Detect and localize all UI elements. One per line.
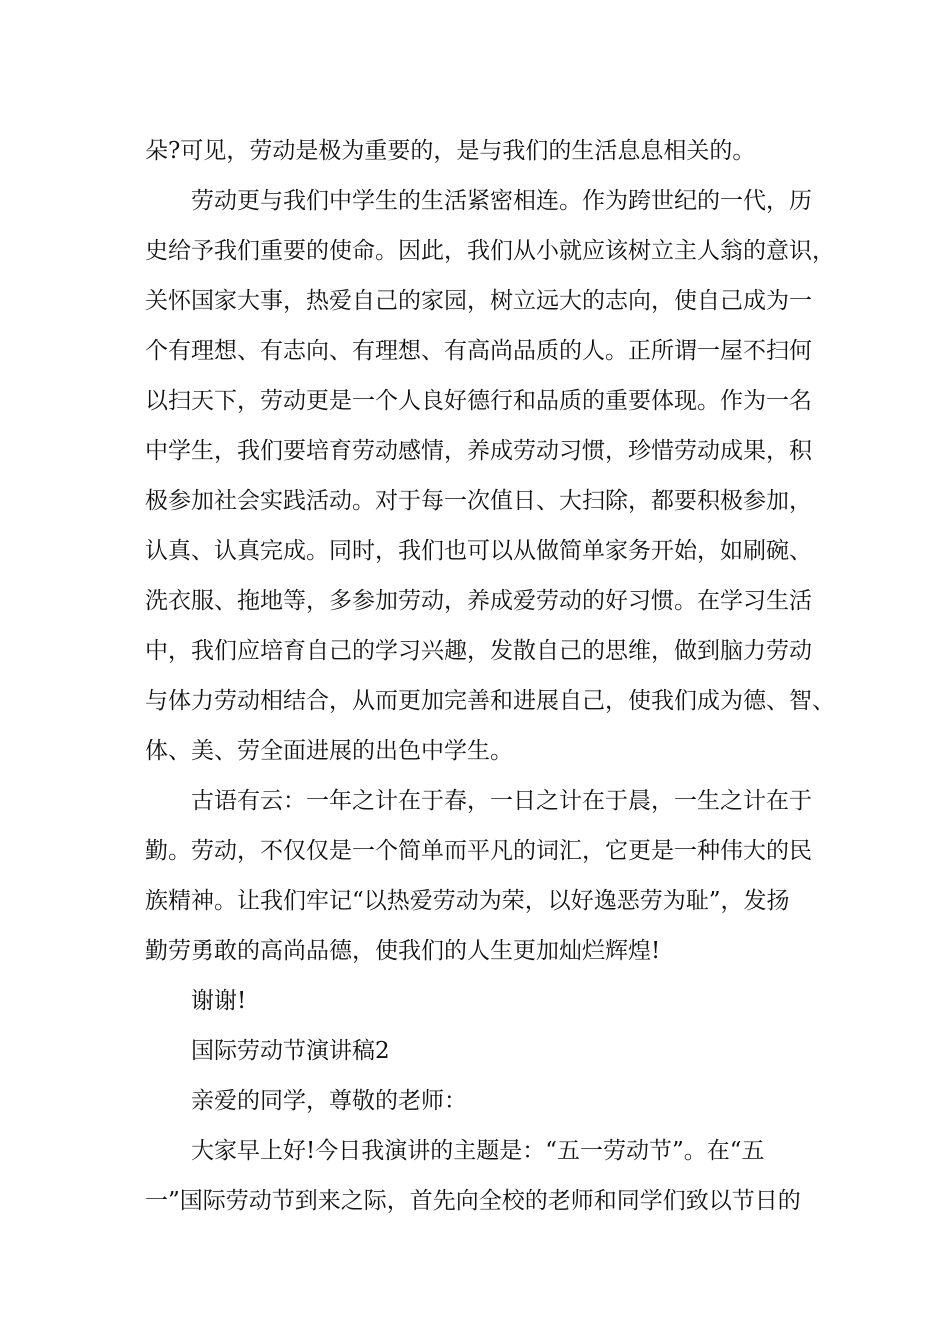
paragraph-start-line: 劳动更与我们中学生的生活紧密相连。作为跨世纪的一代，历 — [191, 188, 812, 214]
text-line: 以扫天下，劳动更是一个人良好德行和品质的重要体现。作为一名 — [145, 388, 812, 414]
salutation: 亲爱的同学，尊敬的老师： — [191, 1088, 467, 1114]
paragraph-start-line: 古语有云：一年之计在于春，一日之计在于晨，一生之计在于 — [191, 788, 812, 814]
text-line: 史给予我们重要的使命。因此，我们从小就应该树立主人翁的意识， — [145, 238, 835, 264]
text-line: 勤劳勇敢的高尚品德，使我们的人生更加灿烂辉煌! — [145, 938, 661, 964]
text-line: 中，我们应培育自己的学习兴趣，发散自己的思维，做到脑力劳动 — [145, 638, 812, 664]
text-line: 中学生，我们要培育劳动感情，养成劳动习惯，珍惜劳动成果，积 — [145, 438, 812, 464]
text-line: 关怀国家大事，热爱自己的家园，树立远大的志向，使自己成为一 — [145, 288, 812, 314]
text-line: 极参加社会实践活动。对于每一次值日、大扫除，都要积极参加， — [145, 488, 812, 514]
text-line: 洗衣服、拖地等，多参加劳动，养成爱劳动的好习惯。在学习生活 — [145, 588, 812, 614]
text-line: 个有理想、有志向、有理想、有高尚品质的人。正所谓一屋不扫何 — [145, 338, 812, 364]
text-line: 一”国际劳动节到来之际，首先向全校的老师和同学们致以节日的 — [145, 1188, 801, 1214]
section-title: 国际劳动节演讲稿2 — [191, 1038, 390, 1064]
text-line: 勤。劳动，不仅仅是一个简单而平凡的词汇，它更是一种伟大的民 — [145, 838, 812, 864]
text-line: 认真、认真完成。同时，我们也可以从做简单家务开始，如刷碗、 — [145, 538, 812, 564]
thanks-line: 谢谢! — [191, 988, 247, 1014]
paragraph-start-line: 大家早上好!今日我演讲的主题是：“五一劳动节”。在“五 — [191, 1138, 765, 1164]
text-line: 朵?可见，劳动是极为重要的，是与我们的生活息息相关的。 — [145, 138, 756, 164]
text-line: 与体力劳动相结合，从而更加完善和进展自己，使我们成为德、智、 — [145, 688, 835, 714]
text-line: 族精神。让我们牢记“以热爱劳动为荣，以好逸恶劳为耻”，发扬 — [145, 888, 790, 914]
text-line: 体、美、劳全面进展的出色中学生。 — [145, 738, 513, 764]
